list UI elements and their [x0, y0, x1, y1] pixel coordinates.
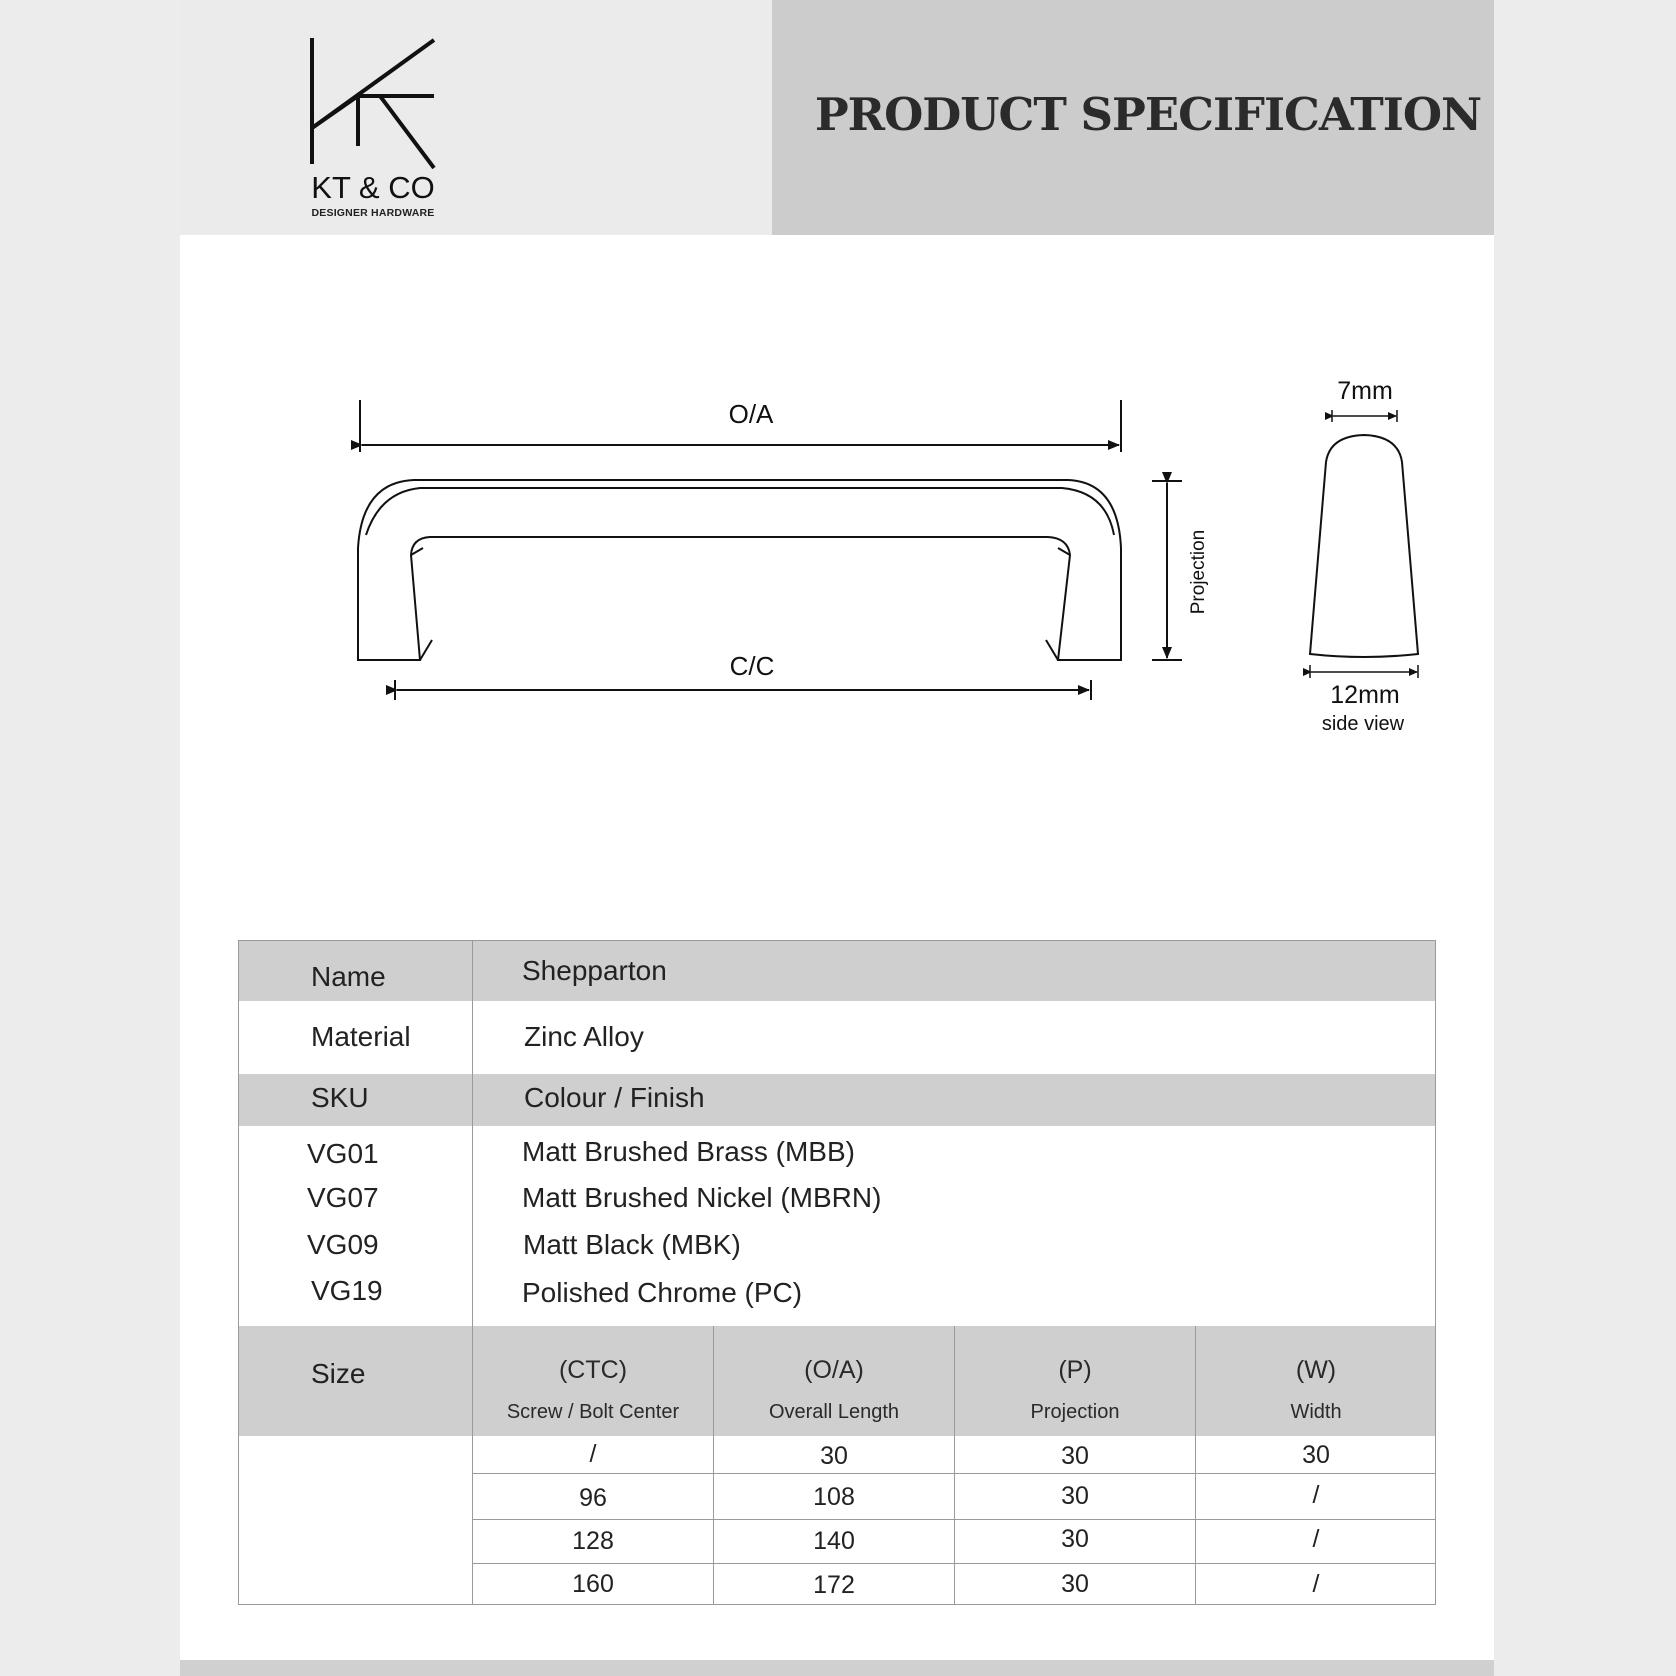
finish-name: Polished Chrome (PC) — [522, 1277, 803, 1308]
logo-tagline: DESIGNER HARDWARE — [311, 207, 435, 219]
column-code: (P) — [1058, 1356, 1092, 1384]
column-code: (O/A) — [804, 1356, 864, 1384]
name-value: Shepparton — [522, 955, 667, 986]
ctc-cell: 160 — [572, 1570, 614, 1598]
oa-cell: 108 — [813, 1483, 855, 1511]
column-description: Projection — [1030, 1401, 1120, 1423]
row-divider — [472, 1519, 1435, 1520]
sku-code: VG09 — [307, 1229, 379, 1260]
oa-cell: 172 — [813, 1571, 855, 1599]
ctc-cell: 96 — [579, 1484, 607, 1512]
size-label: Size — [311, 1358, 366, 1389]
handle-side-view — [1310, 377, 1418, 735]
finish-label: Colour / Finish — [524, 1082, 705, 1113]
size-header-row — [239, 1326, 1435, 1436]
logo-brand-name: KT & CO — [311, 170, 435, 205]
ctc-cell: / — [589, 1440, 597, 1468]
name-row — [239, 941, 1435, 1001]
handle-front-view — [358, 480, 1121, 660]
size-column-header — [955, 1326, 1195, 1436]
label-column-divider — [472, 941, 473, 1604]
top-width-label: 7mm — [1337, 377, 1393, 405]
oa-cell: 30 — [820, 1442, 848, 1470]
sku-label: SKU — [311, 1082, 369, 1113]
projection-label: Projection — [1188, 529, 1209, 615]
size-column-header — [473, 1326, 713, 1436]
finishes-block — [239, 1126, 1435, 1308]
material-row — [239, 1001, 1435, 1074]
projection-cell: 30 — [1061, 1482, 1089, 1510]
column-code: (CTC) — [558, 1356, 628, 1384]
sku-code: VG19 — [311, 1275, 383, 1306]
ctc-cell: 128 — [572, 1527, 614, 1555]
finish-name: Matt Brushed Nickel (MBRN) — [522, 1182, 882, 1213]
column-description: Screw / Bolt Center — [506, 1401, 680, 1423]
projection-cell: 30 — [1061, 1570, 1089, 1598]
sku-code: VG07 — [307, 1182, 379, 1213]
overall-length-dimension — [360, 399, 1121, 452]
base-width-label: 12mm — [1330, 681, 1400, 709]
projection-cell: 30 — [1061, 1442, 1089, 1470]
overall-length-label: O/A — [728, 399, 774, 429]
footer-bar — [180, 1660, 1494, 1676]
page-title: PRODUCT SPECIFICATION — [814, 88, 1482, 141]
material-value: Zinc Alloy — [524, 1021, 644, 1052]
size-column-header — [1196, 1326, 1436, 1436]
product-drawing — [180, 0, 1494, 800]
projection-cell: 30 — [1061, 1525, 1089, 1553]
finish-name: Matt Black (MBK) — [523, 1229, 741, 1260]
centre-to-centre-dimension — [395, 651, 1091, 700]
side-view-label: side view — [1321, 713, 1405, 735]
width-cell: / — [1312, 1570, 1320, 1598]
finish-name: Matt Brushed Brass (MBB) — [522, 1136, 855, 1167]
width-cell: 30 — [1302, 1441, 1330, 1469]
width-cell: / — [1312, 1525, 1320, 1553]
sku-header-row — [239, 1074, 1435, 1126]
sku-code: VG01 — [307, 1138, 379, 1169]
row-divider — [472, 1563, 1435, 1564]
width-cell: / — [1312, 1481, 1320, 1509]
size-column-header — [714, 1326, 954, 1436]
name-label: Name — [311, 961, 386, 992]
centre-to-centre-label: C/C — [729, 651, 775, 681]
oa-cell: 140 — [813, 1527, 855, 1555]
material-label: Material — [311, 1021, 411, 1052]
column-description: Width — [1290, 1401, 1342, 1423]
projection-dimension — [1152, 481, 1209, 660]
column-code: (W) — [1295, 1356, 1337, 1384]
spec-table — [238, 940, 1436, 1605]
row-divider — [472, 1473, 1435, 1474]
column-description: Overall Length — [768, 1401, 900, 1423]
